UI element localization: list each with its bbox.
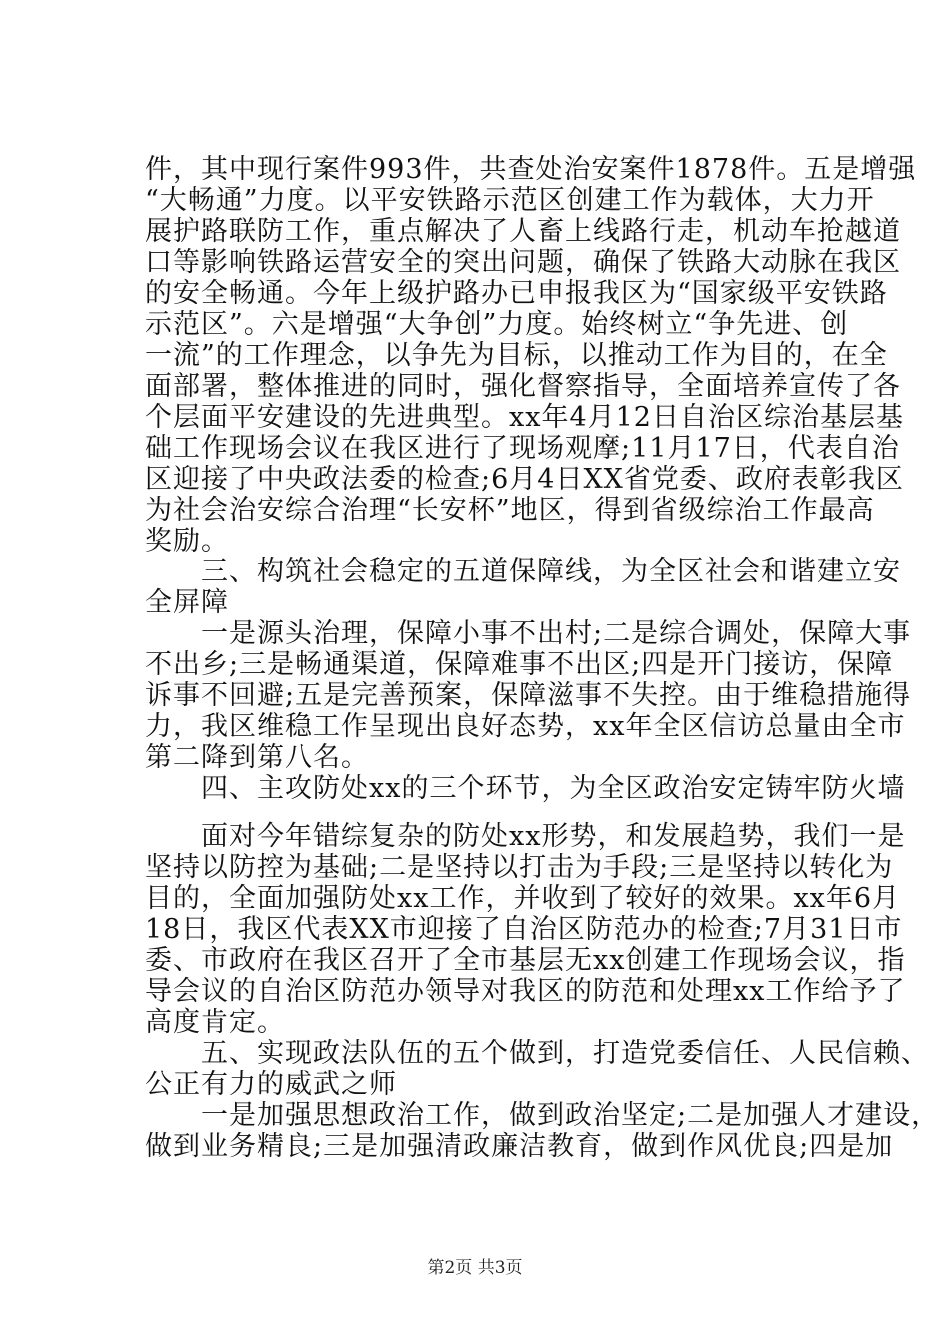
text-line: 三、构筑社会稳定的五道保障线，为全区社会和谐建立安 [145,556,901,588]
text-line: 展护路联防工作，重点解决了人畜上线路行走，机动车抢越道 [145,215,901,247]
text-line: 础工作现场会议在我区进行了现场观摩;11月17日，代表自治 [145,432,900,464]
text-line: 做到业务精良;三是加强清政廉洁教育，做到作风优良;四是加 [145,1130,894,1162]
text-line: 全屏障 [145,587,229,619]
text-line: “大畅通”力度。以平安铁路示范区创建工作为载体，大力开 [145,184,875,216]
text-line: 坚持以防控为基础;二是坚持以打击为手段;三是坚持以转化为 [145,852,894,884]
text-line: 示范区”。六是增强“大争创”力度。始终树立“争先进、创 [145,308,849,340]
text-line: 奖励。 [145,525,229,557]
text-line: 委、市政府在我区召开了全市基层无xx创建工作现场会议，指 [145,945,906,977]
text-line: 诉事不回避;五是完善预案，保障滋事不失控。由于维稳措施得 [145,680,912,712]
text-line: 四、主攻防处xx的三个环节，为全区政治安定铸牢防火墙 [145,773,906,805]
text-line: 件，其中现行案件993件，共查处治安案件1878件。五是增强 [145,154,917,185]
text-line: 导会议的自治区防范办领导对我区的防范和处理xx工作给予了 [145,976,906,1008]
text-line: 五、实现政法队伍的五个做到，打造党委信任、人民信赖、 [145,1038,929,1070]
text-line: 口等影响铁路运营安全的突出问题，确保了铁路大动脉在我区 [145,246,901,278]
text-line: 18日，我区代表XX市迎接了自治区防范办的检查;7月31日市 [145,914,903,946]
text-line: 目的，全面加强防处xx工作，并收到了较好的效果。xx年6月 [145,883,901,915]
page-footer: 第2页 共3页 [427,1258,523,1278]
text-line: 公正有力的威武之师 [145,1069,397,1101]
text-line: 区迎接了中央政法委的检查;6月4日XX省党委、政府表彰我区 [145,463,904,495]
text-line: 的安全畅通。今年上级护路办已申报我区为“国家级平安铁路 [145,277,888,309]
text-line: 力，我区维稳工作呈现出良好态势，xx年全区信访总量由全市 [145,711,906,743]
text-line: 个层面平安建设的先进典型。xx年4月12日自治区综治基层基 [145,401,904,433]
text-line: 为社会治安综合治理“长安杯”地区，得到省级综治工作最高 [145,494,875,526]
text-line: 高度肯定。 [145,1007,285,1039]
text-line: 一流”的工作理念，以争先为目标，以推动工作为目的，在全 [145,339,888,371]
text-line: 面部署，整体推进的同时，强化督察指导，全面培养宣传了各 [145,370,901,402]
text-line: 不出乡;三是畅通渠道，保障难事不出区;四是开门接访，保障 [145,649,894,681]
text-line: 面对今年错综复杂的防处xx形势，和发展趋势，我们一是 [145,821,906,853]
text-line: 一是加强思想政治工作，做到政治坚定;二是加强人才建设， [145,1100,940,1131]
text-line: 一是源头治理，保障小事不出村;二是综合调处，保障大事 [145,618,912,650]
text-line: 第二降到第八名。 [145,742,369,774]
